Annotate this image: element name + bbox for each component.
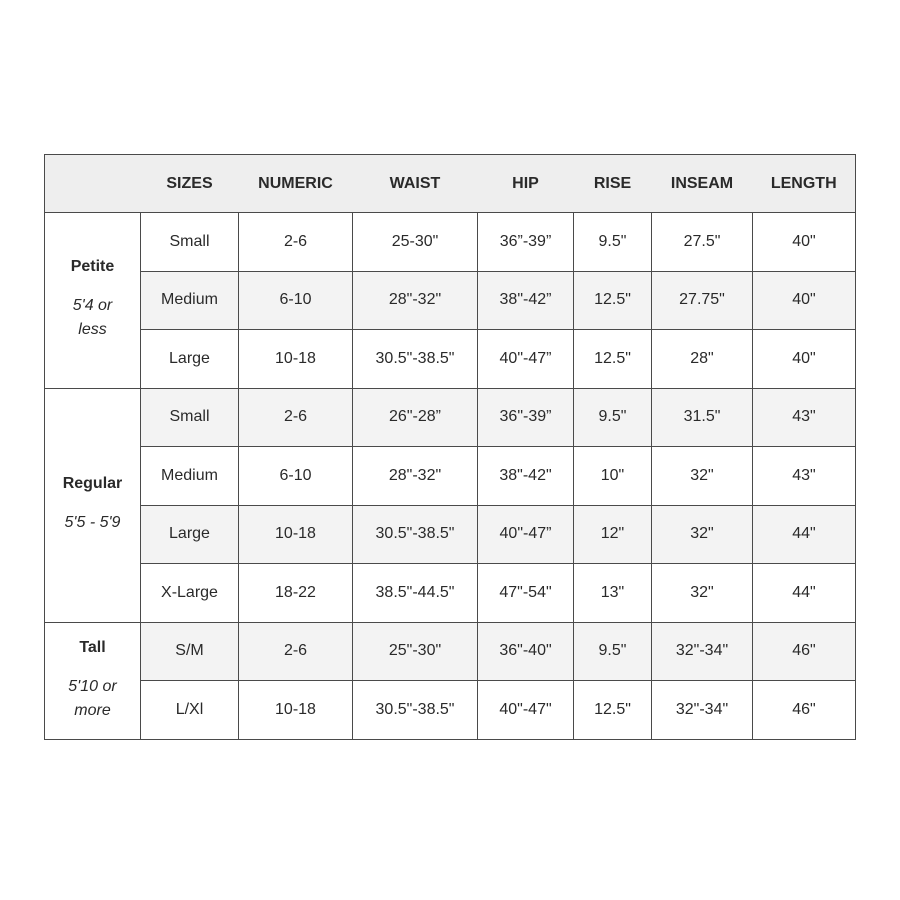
cell-inseam: 32" bbox=[652, 447, 753, 506]
cell-length: 46" bbox=[753, 681, 856, 740]
table-row bbox=[45, 564, 856, 623]
cell-hip: 36”-39” bbox=[478, 213, 574, 272]
size-chart-table bbox=[44, 154, 856, 740]
cell-inseam: 31.5" bbox=[652, 388, 753, 447]
cell-inseam: 27.75" bbox=[652, 271, 753, 330]
cell-size: Small bbox=[141, 213, 239, 272]
cell-waist: 28"-32" bbox=[353, 447, 478, 506]
cell-inseam: 28" bbox=[652, 330, 753, 389]
group-name: Tall bbox=[79, 638, 106, 656]
cell-hip: 40"-47” bbox=[478, 330, 574, 389]
cell-waist: 30.5"-38.5" bbox=[353, 681, 478, 740]
group-name: Petite bbox=[70, 258, 115, 276]
header-numeric: NUMERIC bbox=[239, 155, 353, 213]
header-row bbox=[45, 155, 856, 213]
cell-hip: 38"-42” bbox=[478, 271, 574, 330]
group-height-range: 5'4 or less bbox=[72, 297, 113, 339]
cell-waist: 28"-32" bbox=[353, 271, 478, 330]
table-row bbox=[45, 388, 856, 447]
header-rise: RISE bbox=[574, 155, 652, 213]
cell-numeric: 10-18 bbox=[239, 681, 353, 740]
cell-length: 43" bbox=[753, 388, 856, 447]
cell-inseam: 32" bbox=[652, 564, 753, 623]
cell-length: 40" bbox=[753, 213, 856, 272]
cell-length: 40" bbox=[753, 330, 856, 389]
cell-waist: 38.5"-44.5" bbox=[353, 564, 478, 623]
cell-inseam: 32"-34" bbox=[652, 622, 753, 681]
cell-rise: 12.5" bbox=[574, 681, 652, 740]
cell-rise: 12.5" bbox=[574, 271, 652, 330]
table-row bbox=[45, 505, 856, 564]
group-height-range: 5'5 - 5'9 bbox=[64, 514, 121, 531]
cell-hip: 47"-54" bbox=[478, 564, 574, 623]
cell-rise: 10" bbox=[574, 447, 652, 506]
cell-waist: 26"-28” bbox=[353, 388, 478, 447]
cell-numeric: 2-6 bbox=[239, 213, 353, 272]
cell-numeric: 6-10 bbox=[239, 271, 353, 330]
cell-size: Large bbox=[141, 330, 239, 389]
cell-rise: 9.5" bbox=[574, 388, 652, 447]
cell-numeric: 2-6 bbox=[239, 388, 353, 447]
cell-size: X-Large bbox=[141, 564, 239, 623]
cell-numeric: 18-22 bbox=[239, 564, 353, 623]
cell-inseam: 27.5" bbox=[652, 213, 753, 272]
cell-numeric: 10-18 bbox=[239, 505, 353, 564]
header-hip: HIP bbox=[478, 155, 574, 213]
cell-size: Large bbox=[141, 505, 239, 564]
cell-length: 46" bbox=[753, 622, 856, 681]
group-name: Regular bbox=[62, 475, 123, 492]
cell-waist: 30.5"-38.5" bbox=[353, 505, 478, 564]
cell-hip: 36"-39” bbox=[478, 388, 574, 447]
cell-rise: 12" bbox=[574, 505, 652, 564]
cell-size: Small bbox=[141, 388, 239, 447]
group-petite bbox=[45, 213, 141, 389]
table-row bbox=[45, 271, 856, 330]
table-row bbox=[45, 447, 856, 506]
cell-length: 44" bbox=[753, 505, 856, 564]
table-row bbox=[45, 213, 856, 272]
table-row bbox=[45, 622, 856, 681]
cell-size: Medium bbox=[141, 271, 239, 330]
cell-waist: 25-30" bbox=[353, 213, 478, 272]
table-row bbox=[45, 330, 856, 389]
table-row bbox=[45, 681, 856, 740]
cell-inseam: 32" bbox=[652, 505, 753, 564]
header-sizes: SIZES bbox=[141, 155, 239, 213]
cell-inseam: 32"-34" bbox=[652, 681, 753, 740]
group-height-range: 5'10 or more bbox=[68, 677, 117, 719]
cell-hip: 40"-47" bbox=[478, 681, 574, 740]
group-tall bbox=[45, 622, 141, 739]
header-length: LENGTH bbox=[753, 155, 856, 213]
cell-waist: 30.5"-38.5" bbox=[353, 330, 478, 389]
cell-hip: 40"-47” bbox=[478, 505, 574, 564]
cell-hip: 36"-40" bbox=[478, 622, 574, 681]
cell-rise: 12.5" bbox=[574, 330, 652, 389]
cell-length: 44" bbox=[753, 564, 856, 623]
cell-size: L/Xl bbox=[141, 681, 239, 740]
header-inseam: INSEAM bbox=[652, 155, 753, 213]
cell-numeric: 6-10 bbox=[239, 447, 353, 506]
cell-size: S/M bbox=[141, 622, 239, 681]
cell-numeric: 2-6 bbox=[239, 622, 353, 681]
header-blank-cell bbox=[45, 155, 141, 213]
cell-hip: 38"-42" bbox=[478, 447, 574, 506]
cell-waist: 25"-30" bbox=[353, 622, 478, 681]
cell-numeric: 10-18 bbox=[239, 330, 353, 389]
cell-rise: 9.5" bbox=[574, 622, 652, 681]
group-regular bbox=[45, 388, 141, 622]
cell-length: 43" bbox=[753, 447, 856, 506]
cell-size: Medium bbox=[141, 447, 239, 506]
cell-rise: 13" bbox=[574, 564, 652, 623]
cell-rise: 9.5" bbox=[574, 213, 652, 272]
cell-length: 40" bbox=[753, 271, 856, 330]
header-waist: WAIST bbox=[353, 155, 478, 213]
